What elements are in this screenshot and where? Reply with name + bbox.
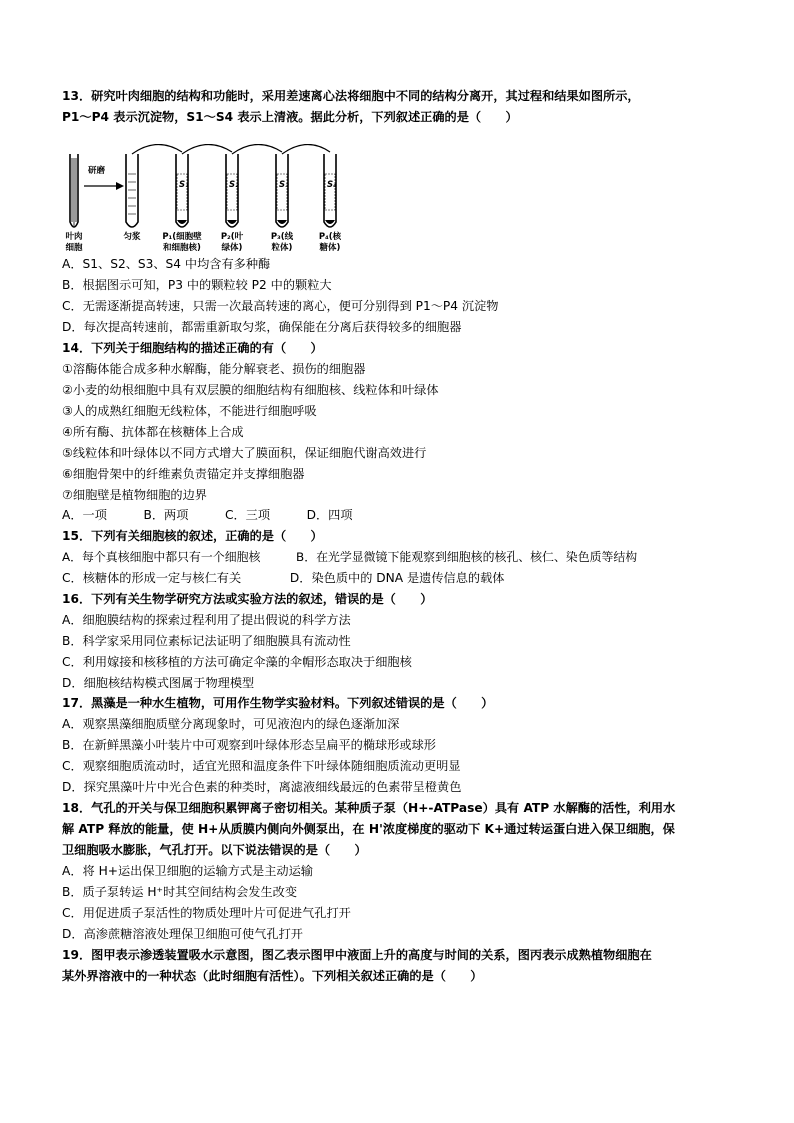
q14-item-1: ①溶酶体能合成多种水解酶，能分解衰老、损伤的细胞器 xyxy=(62,362,366,376)
q18-stem-line2: 解 ATP 释放的能量，使 H+从质膜内侧向外侧泵出，在 H'浓度梯度的驱动下 K+通过转运蛋白进入保卫细胞，保 xyxy=(62,822,675,836)
s4-tag: S₄ xyxy=(327,180,337,190)
tube-p3 xyxy=(276,154,288,227)
transfer-arcs xyxy=(132,144,330,154)
q14-item-2: ②小麦的幼根细胞中具有双层膜的细胞结构有细胞核、线粒体和叶绿体 xyxy=(62,383,439,397)
q18-option-c: C．用促进质子泵活性的物质处理叶片可促进气孔打开 xyxy=(62,906,351,920)
tube-label-p4: P₄(核 糖体) xyxy=(318,232,342,253)
q18-option-d: D．高渗蔗糖溶液处理保卫细胞可使气孔打开 xyxy=(62,927,303,941)
q17-stem: 17．黑藻是一种水生植物，可用作生物学实验材料。下列叙述错误的是（ ） xyxy=(62,696,494,710)
q14-item-3: ③人的成熟红细胞无线粒体，不能进行细胞呼吸 xyxy=(62,404,317,418)
q15-stem: 15．下列有关细胞核的叙述，正确的是（ ） xyxy=(62,529,323,543)
s2-tag: S₂ xyxy=(229,180,239,190)
q18-stem-line1: 18．气孔的开关与保卫细胞积累钾离子密切相关。某种质子泵（H+-ATPase）具有 ATP 水解酶的活性，利用水 xyxy=(62,801,676,815)
tube-label-leaf: 叶肉 细胞 xyxy=(65,232,83,253)
q16-option-b: B．科学家采用同位素标记法证明了细胞膜具有流动性 xyxy=(62,634,351,648)
q13-option-c: C．无需逐渐提高转速，只需一次最高转速的离心，便可分别得到 P1～P4 沉淀物 xyxy=(62,299,499,313)
q13-option-d: D．每次提高转速前，都需重新取匀浆，确保能在分离后获得较多的细胞器 xyxy=(62,320,462,334)
grind-arrow xyxy=(84,182,124,190)
q17-option-d: D．探究黑藻叶片中光合色素的种类时，离滤液细线最远的色素带呈橙黄色 xyxy=(62,780,462,794)
tube-label-homogenate: 匀浆 xyxy=(123,232,141,242)
tube-p4 xyxy=(324,154,336,227)
tube-leaf-cells xyxy=(70,154,78,227)
q13-stem-line2: P1～P4 表示沉淀物，S1～S4 表示上清液。据此分析，下列叙述正确的是（ ） xyxy=(62,110,518,124)
s3-tag: S₃ xyxy=(279,180,289,190)
q15-options-line2: C．核糖体的形成一定与核仁有关 D．染色质中的 DNA 是遗传信息的载体 xyxy=(62,571,505,585)
tube-label-p3: P₃(线 粒体) xyxy=(270,232,294,253)
tube-label-p1: P₁(细胞壁 和细胞核) xyxy=(162,232,202,253)
q16-stem: 16．下列有关生物学研究方法或实验方法的叙述，错误的是（ ） xyxy=(62,592,433,606)
q18-option-b: B．质子泵转运 H⁺时其空间结构会发生改变 xyxy=(62,885,298,899)
q18-stem-line3: 卫细胞吸水膨胀，气孔打开。以下说法错误的是（ ） xyxy=(62,843,367,857)
q17-option-a: A．观察黑藻细胞质壁分离现象时，可见液泡内的绿色逐渐加深 xyxy=(62,717,400,731)
q14-item-7: ⑦细胞壁是植物细胞的边界 xyxy=(62,488,207,502)
tube-label-p2: P₂(叶 绿体) xyxy=(220,232,244,253)
q14-item-6: ⑥细胞骨架中的纤维素负责锚定并支撑细胞器 xyxy=(62,467,305,481)
q13-option-a: A．S1、S2、S3、S4 中均含有多种酶 xyxy=(62,257,271,271)
q14-stem: 14．下列关于细胞结构的描述正确的有（ ） xyxy=(62,341,323,355)
q14-item-5: ⑤线粒体和叶绿体以不同方式增大了膜面积，保证细胞代谢高效进行 xyxy=(62,446,427,460)
q16-option-a: A．细胞膜结构的探索过程利用了提出假说的科学方法 xyxy=(62,613,351,627)
q18-option-a: A．将 H+运出保卫细胞的运输方式是主动运输 xyxy=(62,864,313,878)
q19-stem-line1: 19．图甲表示渗透装置吸水示意图，图乙表示图甲中液面上升的高度与时间的关系，图丙表示成熟植物细胞在 xyxy=(62,948,652,962)
q17-option-c: C．观察细胞质流动时，适宜光照和温度条件下叶绿体随细胞质流动更明显 xyxy=(62,759,461,773)
q14-item-4: ④所有酶、抗体都在核糖体上合成 xyxy=(62,425,244,439)
tube-homogenate xyxy=(126,154,138,227)
q16-option-d: D．细胞核结构模式图属于物理模型 xyxy=(62,676,255,690)
q15-options-line1: A．每个真核细胞中都只有一个细胞核 B．在光学显微镜下能观察到细胞核的核孔、核仁、染色质等结构 xyxy=(62,550,638,564)
q17-option-b: B．在新鲜黑藻小叶装片中可观察到叶绿体形态呈扁平的椭球形或球形 xyxy=(62,738,436,752)
s1-tag: S₁ xyxy=(179,180,189,190)
tube-p2 xyxy=(226,154,238,227)
q19-stem-line2: 某外界溶液中的一种状态（此时细胞有活性）。下列相关叙述正确的是（ ） xyxy=(62,969,483,983)
tube-p1 xyxy=(176,154,188,227)
q13-stem-line1: 13．研究叶肉细胞的结构和功能时，采用差速离心法将细胞中不同的结构分离开，其过程和结果如图所示， xyxy=(62,89,640,103)
q16-option-c: C．利用嫁接和核移植的方法可确定伞藻的伞帽形态取决于细胞核 xyxy=(62,655,412,669)
q13-option-b: B．根据图示可知，P3 中的颗粒较 P2 中的颗粒大 xyxy=(62,278,332,292)
q14-options: A．一项 B．两项 C．三项 D．四项 xyxy=(62,508,353,522)
centrifugation-diagram xyxy=(64,144,364,254)
grind-label: 研磨 xyxy=(88,166,106,176)
